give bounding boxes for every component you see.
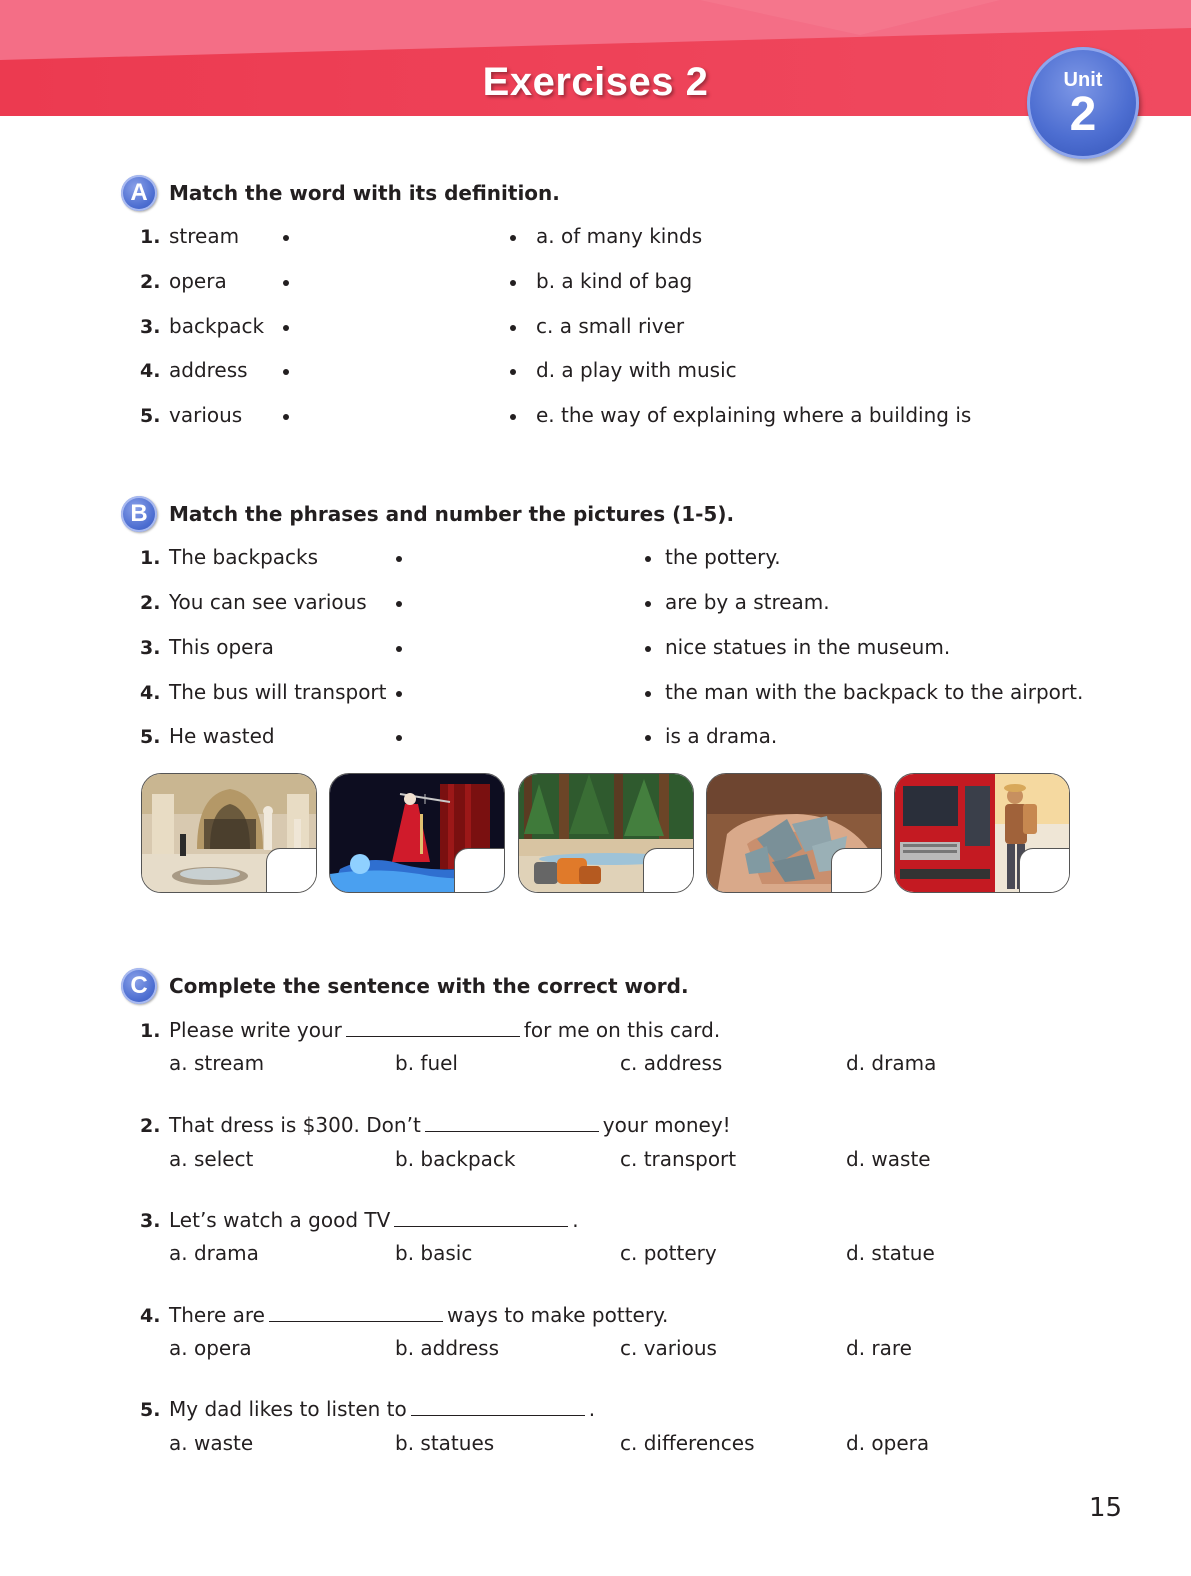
answer-blank[interactable] (346, 1018, 520, 1037)
b-phrase-right: are by a stream. (665, 590, 830, 614)
c-option[interactable]: a. select (169, 1147, 254, 1171)
c-option[interactable]: a. opera (169, 1336, 252, 1360)
a-definition: a. of many kinds (536, 224, 703, 248)
sentence-after: ways to make pottery. (447, 1303, 669, 1327)
page-number: 15 (1089, 1493, 1123, 1523)
c-question-sentence (169, 1303, 668, 1327)
b-phrase-number: 2. (140, 592, 161, 614)
sentence-before: There are (169, 1303, 265, 1327)
answer-blank[interactable] (269, 1303, 443, 1322)
b-phrase-number: 1. (140, 547, 161, 569)
b-phrase-left: He wasted (169, 724, 275, 748)
c-option[interactable]: a. drama (169, 1241, 259, 1265)
b-phrase-left: This opera (169, 635, 274, 659)
page-title: Exercises 2 (482, 60, 709, 104)
a-definition-dot[interactable] (510, 414, 516, 420)
c-option[interactable]: c. various (620, 1336, 717, 1360)
picture-museum-statues (141, 773, 317, 893)
unit-badge (1027, 47, 1139, 159)
c-option[interactable]: b. backpack (395, 1147, 516, 1171)
picture-bus-traveler (894, 773, 1070, 893)
c-option[interactable]: d. opera (846, 1431, 930, 1455)
section-c-title: Complete the sentence with the correct word. (169, 974, 689, 998)
a-definition-dot[interactable] (510, 280, 516, 286)
picture-number-box[interactable] (454, 848, 505, 893)
b-phrase-right: nice statues in the museum. (665, 635, 951, 659)
b-right-dot[interactable] (645, 646, 651, 652)
picture-stream-backpacks (518, 773, 694, 893)
a-definition: d. a play with music (536, 358, 737, 382)
a-word: address (169, 358, 248, 382)
b-phrase-number: 4. (140, 682, 161, 704)
section-b-title: Match the phrases and number the pictures (1-5). (169, 502, 735, 526)
answer-blank[interactable] (425, 1113, 599, 1132)
b-phrase-right: is a drama. (665, 724, 778, 748)
a-word: various (169, 403, 243, 427)
a-definition: c. a small river (536, 314, 685, 338)
b-left-dot[interactable] (396, 601, 402, 607)
b-left-dot[interactable] (396, 556, 402, 562)
c-option[interactable]: d. drama (846, 1051, 937, 1075)
sentence-before: My dad likes to listen to (169, 1397, 407, 1421)
c-option[interactable]: a. stream (169, 1051, 265, 1075)
a-word-number: 2. (140, 271, 161, 293)
a-definition-dot[interactable] (510, 369, 516, 375)
picture-number-box[interactable] (266, 848, 317, 893)
sentence-before: Please write your (169, 1018, 342, 1042)
b-phrase-left: The bus will transport (169, 680, 387, 704)
c-option[interactable]: d. waste (846, 1147, 931, 1171)
b-left-dot[interactable] (396, 646, 402, 652)
a-word-dot[interactable] (283, 280, 289, 286)
c-question-number: 2. (140, 1115, 161, 1137)
section-b-badge: B (121, 496, 157, 532)
c-option[interactable]: b. basic (395, 1241, 473, 1265)
c-option[interactable]: b. address (395, 1336, 499, 1360)
b-right-dot[interactable] (645, 556, 651, 562)
picture-opera-stage (329, 773, 505, 893)
c-question-number: 1. (140, 1020, 161, 1042)
picture-number-box[interactable] (643, 848, 694, 893)
a-word-number: 4. (140, 360, 161, 382)
b-right-dot[interactable] (645, 601, 651, 607)
a-word-number: 3. (140, 316, 161, 338)
answer-blank[interactable] (394, 1208, 568, 1227)
picture-number-box[interactable] (831, 848, 882, 893)
c-option[interactable]: d. statue (846, 1241, 935, 1265)
c-option[interactable]: c. transport (620, 1147, 737, 1171)
a-word-dot[interactable] (283, 235, 289, 241)
section-a-title: Match the word with its definition. (169, 181, 560, 205)
b-phrase-left: The backpacks (169, 545, 319, 569)
c-question-sentence (169, 1018, 720, 1042)
sentence-after: . (588, 1397, 596, 1421)
c-option[interactable]: a. waste (169, 1431, 254, 1455)
b-phrase-left: You can see various (169, 590, 367, 614)
picture-number-box[interactable] (1019, 848, 1070, 893)
c-question-sentence (169, 1113, 731, 1137)
sentence-before: Let’s watch a good TV (169, 1208, 391, 1232)
picture-broken-pottery (706, 773, 882, 893)
b-right-dot[interactable] (645, 691, 651, 697)
sentence-after: for me on this card. (523, 1018, 721, 1042)
a-definition: e. the way of explaining where a building is (536, 403, 972, 427)
a-word: opera (169, 269, 227, 293)
b-phrase-right: the man with the backpack to the airport. (665, 680, 1084, 704)
sentence-after: your money! (602, 1113, 731, 1137)
unit-label: Unit (1063, 69, 1103, 91)
b-left-dot[interactable] (396, 691, 402, 697)
b-phrase-number: 5. (140, 726, 161, 748)
b-left-dot[interactable] (396, 735, 402, 741)
a-word-number: 1. (140, 226, 161, 248)
c-question-number: 4. (140, 1305, 161, 1327)
a-word-dot[interactable] (283, 369, 289, 375)
c-option[interactable]: b. statues (395, 1431, 495, 1455)
sentence-after: . (572, 1208, 579, 1232)
a-definition-dot[interactable] (510, 325, 516, 331)
a-word: backpack (169, 314, 265, 338)
b-phrase-right: the pottery. (665, 545, 781, 569)
unit-number: 2 (1069, 88, 1097, 141)
c-question-sentence (169, 1397, 595, 1421)
b-right-dot[interactable] (645, 735, 651, 741)
section-c-badge: C (121, 968, 157, 1004)
c-option[interactable]: d. rare (846, 1336, 912, 1360)
a-word-dot[interactable] (283, 325, 289, 331)
b-phrase-number: 3. (140, 637, 161, 659)
sentence-before: That dress is $300. Don’t (169, 1113, 421, 1137)
section-a-badge: A (121, 175, 157, 211)
a-definition-dot[interactable] (510, 235, 516, 241)
c-option[interactable]: c. pottery (620, 1241, 717, 1265)
c-question-number: 3. (140, 1210, 161, 1232)
c-option[interactable]: b. fuel (395, 1051, 458, 1075)
c-question-number: 5. (140, 1399, 161, 1421)
a-word-dot[interactable] (283, 414, 289, 420)
c-option[interactable]: c. address (620, 1051, 723, 1075)
c-option[interactable]: c. differences (620, 1431, 755, 1455)
c-question-sentence (169, 1208, 579, 1232)
answer-blank[interactable] (411, 1397, 585, 1416)
a-definition: b. a kind of bag (536, 269, 693, 293)
a-word-number: 5. (140, 405, 161, 427)
a-word: stream (169, 224, 240, 248)
